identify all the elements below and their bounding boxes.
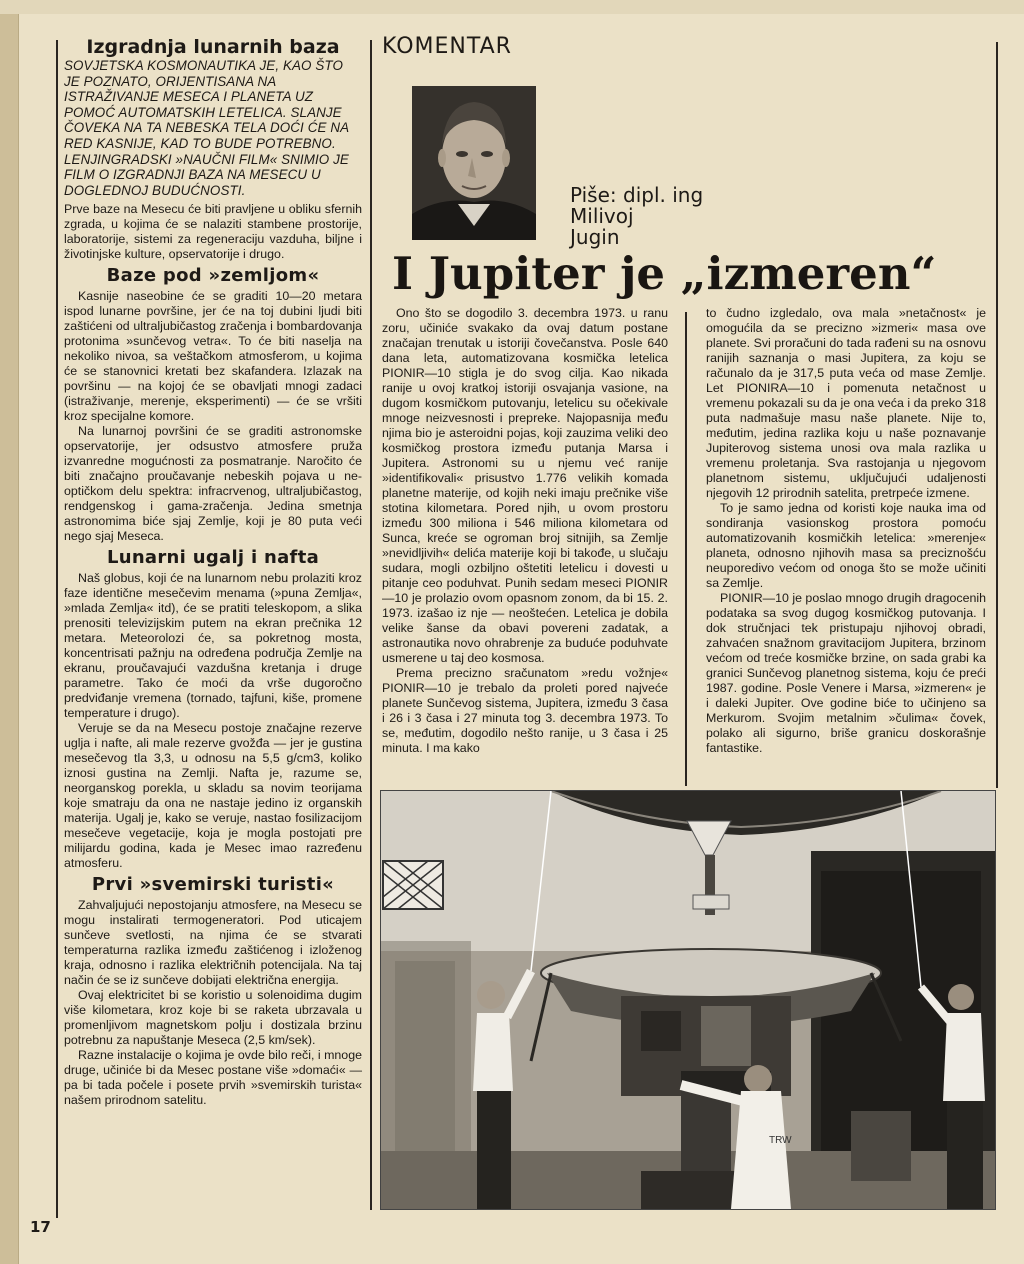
section-paragraph: Razne instalacije o kojima je ovde bilo reči, i mnoge druge, učiniće bi da Mesec postane više »domaći« — pa bi tada počele i posete prvih »svemirskih turista« našem prirodnom satelitu.	[64, 1048, 362, 1108]
article-lead: SOVJETSKA KOSMONAUTIKA JE, KAO ŠTO JE POZNATO, ORIJENTISANA NA ISTRAŽIVANJE MESECA I PLANETA UZ POMOĆ AUTOMATSKIH LETELICA. SLANJE ČOVEKA NA TA NEBESKA TELA DOĆI ĆE NA RED KASNIJE, KAD TO BUDE POTREBNO. LENJINGRADSKI »NAUČNI FILM« SNIMIO JE FILM O IZGRADNJI BAZA NA MESECU U DOGLEDNOJ BUDUĆNOSTI.	[64, 58, 349, 198]
photo-trw-label: TRW	[769, 1135, 792, 1146]
section-heading-ugalj: Lunarni ugalj i nafta	[106, 547, 320, 569]
column-rule-inner	[685, 312, 687, 786]
komentar-column-b	[706, 306, 986, 756]
article-intro: Prve baze na Mesecu će biti pravljene u obliku sfernih zgrada, u kojima će se nalaziti stambene prostorije, laboratorije, sistemi za regeneraciju vazduha, biljne i životinjske kulture, opservatorije i drugo.	[64, 202, 362, 262]
byline-line: Piše: dipl. ing	[570, 183, 704, 207]
author-portrait	[412, 86, 536, 240]
page-top-edge	[0, 0, 1024, 14]
komentar-paragraph: to čudno izgledalo, ova mala »netačnost« je omogućila da se precizno »izmeri« masa ove planete. Svi proračuni do tada rađeni su na osnovu ranijih saznanja o masi Jupitera, za koju se računalo da je 317,5 puta veća od mase Zemlje. Let PIONIRA—10 i pomenuta netačnost u vremenu pokazali su da je ona veća i da preko 318 puta nadmašuje masu naše planete. Nije to, međutim, jedina razlika koju u naše poznavanje Jupiterovog sistema unosi ova mala razlika u vremenu proletanja. Sva rastojanja u njegovom planetnom sistemu, uključujući udaljenosti njegovih 12 prirodnih satelita, pretrpeće izmene.	[706, 306, 986, 500]
komentar-paragraph: To je samo jedna od koristi koje nauka ima od sondiranja vasionskog prostora pomoću automatizovanih kosmičkih letelica: »merenje« planeta, odnosno njihovih masa sa preciznošću neuporedivo većom od onoga što se može učiniti sa Zemlje.	[706, 501, 986, 590]
section-heading-turisti: Prvi »svemirski turisti«	[91, 874, 335, 896]
column-rule-center	[370, 40, 372, 1210]
column-rule-right	[996, 42, 998, 788]
section-paragraph: Naš globus, koji će na lunarnom nebu prolaziti kroz faze identične mesečevim menama (»puna Zemlja«, »mlada Zemlja« itd), će se pratiti teleskopom, a slika prenositi televizijskim putem na ekran prečnika 12 metara. Meteorolozi će, sa pokretnog mosta, koncentrisati pažnju na određena područja Zemlje na ekranu, proučavajući vazdušna kretanja i druge parametre. Tako će moći da vrše dugoročno predviđanje vremena (tornado, tajfuni, kiše, promene temperature i drugo).	[64, 571, 362, 721]
section-paragraph: Ovaj elektricitet bi se koristio u solenoidima dugim više kilometara, kroz koje bi se raketa ubrzavala u promenljivom magnetskom polju i dostizala brzinu potrebnu za napuštanje Meseca (2,5 km/sek).	[64, 988, 362, 1048]
page-spine	[0, 0, 19, 1264]
author-portrait-image	[412, 86, 536, 240]
left-column-article	[64, 36, 362, 1108]
komentar-headline: I Jupiter je „izmeren“	[392, 247, 937, 300]
komentar-paragraph: PIONIR—10 je poslao mnogo drugih dragocenih podataka sa svog dugog kosmičkog putovanja. I dok stručnjaci tek pristupaju njihovoj obradi, zahvaćen snažnom gravitacijom Jupitera, brzinom većom od treće kosmičke brzine, on sada grabi ka granici Sunčevog planetnog sistema, koju će preći 1987. godine. Posle Venere i Marsa, »izmeren« je i daleki Jupiter. Ove godine biće to učinjeno sa Merkurom. Svojim metalnim »čulima« čovek, polako ali sigurno, briše granicu doskorašnje fantastike.	[706, 591, 986, 755]
byline-line: Jugin	[570, 225, 620, 249]
pioneer-photo-image	[381, 791, 995, 1209]
komentar-column-a	[382, 306, 668, 756]
pioneer-spacecraft-photo	[380, 790, 996, 1210]
column-rule-left	[56, 40, 58, 1218]
author-byline	[570, 185, 770, 248]
section-heading-baze: Baze pod »zemljom«	[106, 265, 320, 287]
komentar-paragraph: Ono što se dogodilo 3. decembra 1973. u ranu zoru, učiniće svakako da ovaj datum postane značajan trenutak u istoriji čovečanstva. Posle 640 dana leta, automatizovana kosmička letelica PIONIR—10 stigla je do svog cilja. Kao nikada ranije u ovoj kratkoj istoriji osvajanja vasione, na dugom kosmičkom putovanju, letelicu su očekivale mnoge neizvesnosti i prepreke. Najopasnija među njima bio je asteroidni pojas, koji zauzima veliki deo kosmičkog prostora između putanja Marsa i Jupitera. Astronomi su u njemu već ranije »identifikovali« prisustvo 1.776 velikih komada planetne materije, od kojih neki imaju prečnike više stotina kilometara. Pored njih, u ovom prostoru između 300 miliona i 546 miliona kilometara od Sunca, kreće se ogroman broj sitnijih, sa Zemlje »nevidljivih« delića materije koji bi takođe, u slučaju sudara, mogli ozbiljno oštetiti letelicu i dovesti u pitanje ceo poduhvat. Punih sedam meseci PIONIR—10 je prolazio ovom opasnom zonom, da bi 15. 2. 1973. izašao iz nje — neoštećen. Letelica je dobila velike šanse da obavi povereni zadatak, a astronautika novo ohrabrenje za buduće poduhvate usmerene u taj deo kosmosa.	[382, 306, 668, 665]
page-number: 17	[30, 1218, 51, 1236]
section-paragraph: Zahvaljujući nepostojanju atmosfere, na Mesecu se mogu instalirati termogeneratori. Pod uticajem sunčeve svetlosti, na njima će se stvarati temperaturna razlika između zaštićenog i izloženog kraja, odnosno i razlika električnih potencijala. Na taj način će se iz sunčeve dobijati električna energija.	[64, 898, 362, 988]
article-title: Izgradnja lunarnih baza	[86, 36, 340, 58]
section-paragraph: Veruje se da na Mesecu postoje značajne rezerve uglja i nafte, ali male rezerve gvožđa — jer je gustina mesečevog tla 3,3, u odnosu na 5,5 g/cm3, koliko iznosi gustina na Zemlji. Nafta je, razume se, neorganskog porekla, u skladu sa novim teorijama koje smatraju da ona ne nastaje jedino iz organskih materija. Ugalj je, kako se veruje, nastao fosilizacijom mesečeve vegetacije, koja je mogla postojati pre milijardu godina, kada je Mesec imao razređenu atmosferu.	[64, 721, 362, 871]
komentar-paragraph: Prema precizno sračunatom »redu vožnje« PIONIR—10 je trebalo da proleti pored najveće planete Sunčevog sistema, Jupitera, između 3 časa i 26 i 3 časa i 27 minuta tog 3. decembra 1973. To se, međutim, dogodilo nešto ranije, u 3 časa i 25 minuta. I ma kako	[382, 666, 668, 755]
section-paragraph: Na lunarnoj površini će se graditi astronomske opservatorije, jer odsustvo atmosfere pruža izvanredne mogućnosti za posmatranje. Naročito će biti značajno proučavanje nebeskih pojava u ne-optičkom delu spektra: infracrvenog, ultraljubičastog, rendgenskog i gama-zračenja. Jedina smetnja astronomima biće sjaj Zemlje, koji je 80 puta veći nego sjaj Meseca.	[64, 424, 362, 544]
section-paragraph: Kasnije naseobine će se graditi 10—20 metara ispod lunarne površine, jer će na toj dubini ljudi biti zaštićeni od ultraljubičastog zračenja i bombardovanja protonima »sunčevog vetra«. To će biti naselja na nekoliko nivoa, sa veštačkom atmosferom, u kojima će se stanovnici kretati bez skafandera. Izlazak na površinu — na kojoj će se obavljati mnogi zadaci (istraživanje, merenje, eksperimenti) — će se vršiti kroz specijalne komore.	[64, 289, 362, 424]
section-label-komentar: KOMENTAR	[382, 34, 512, 59]
byline-line: Milivoj	[570, 204, 634, 228]
